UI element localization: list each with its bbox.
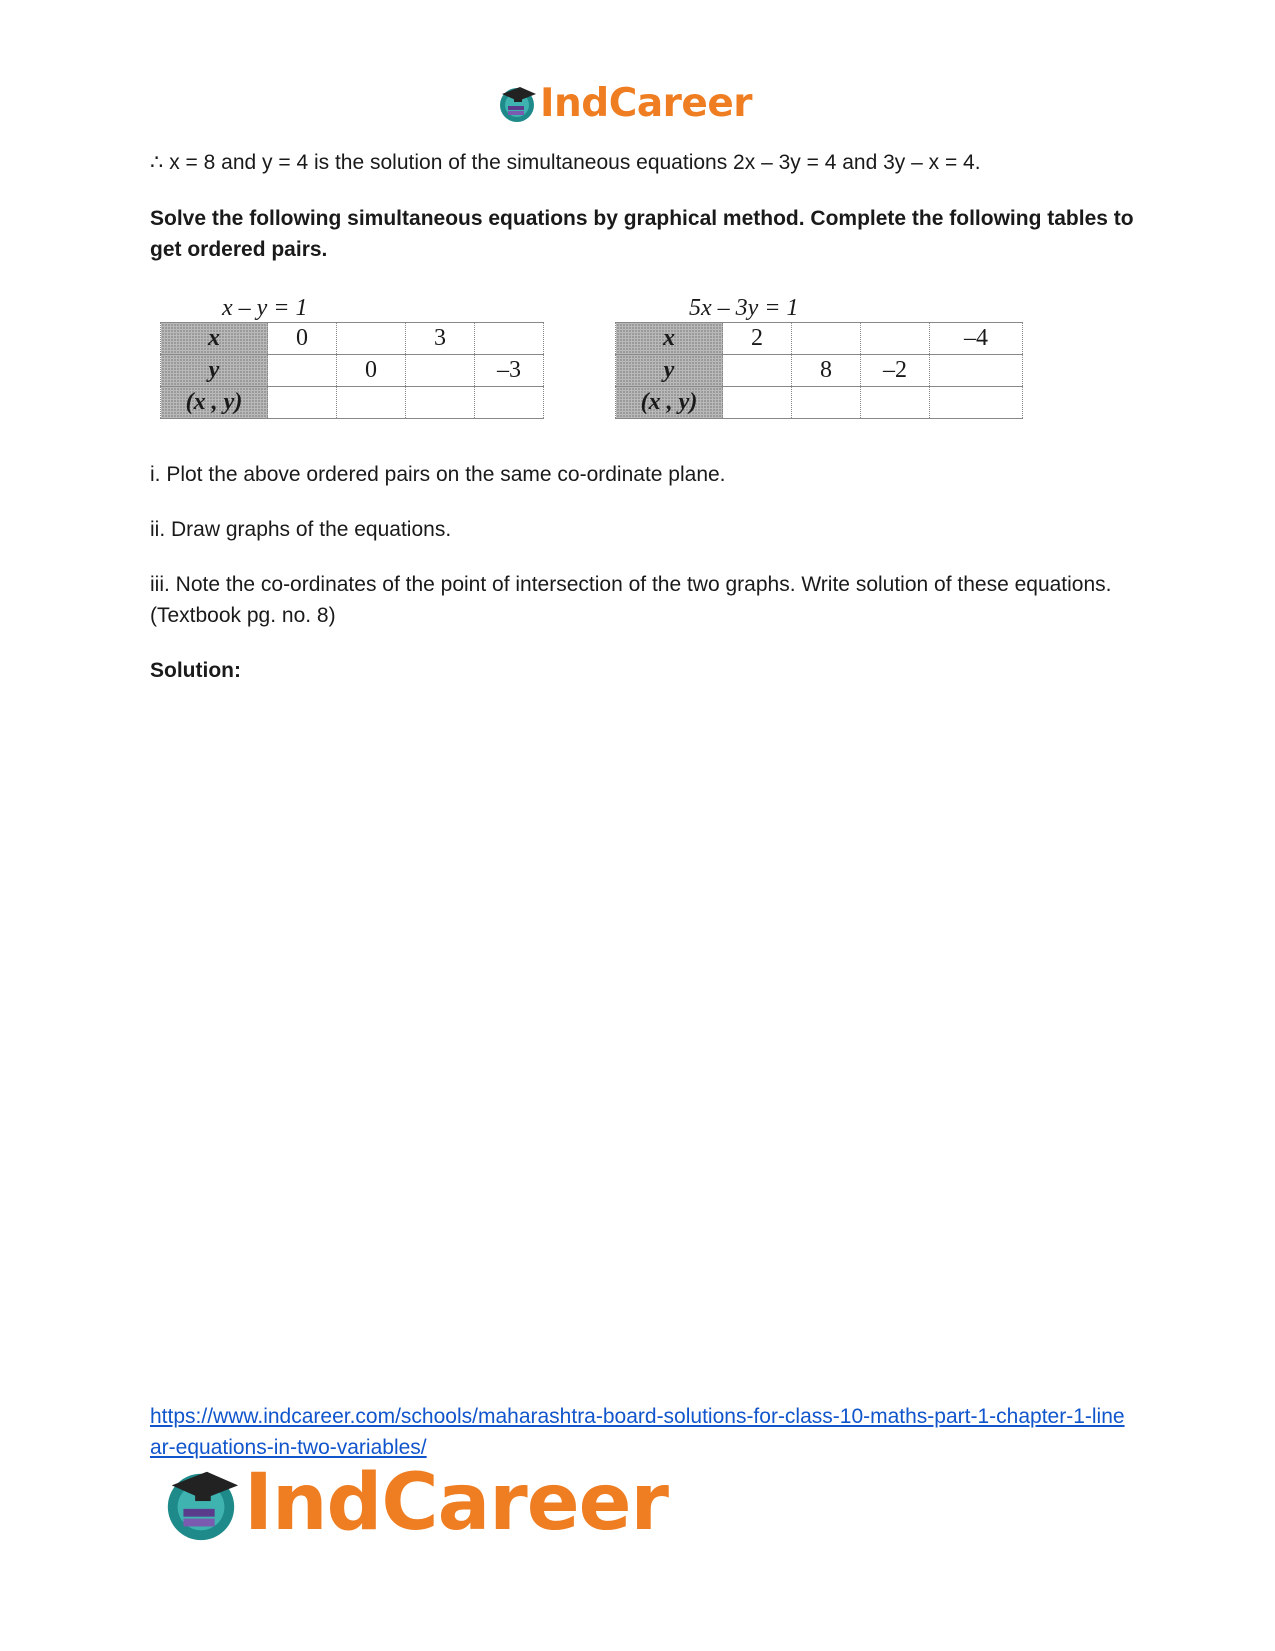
row-header: (x , y) — [161, 387, 268, 419]
equation-title-a: x – y = 1 — [222, 295, 308, 321]
table-cell: 0 — [268, 323, 337, 355]
values-table-a — [160, 322, 544, 419]
row-header: (x , y) — [616, 387, 723, 419]
table-cell — [861, 387, 930, 419]
table-cell — [475, 323, 544, 355]
table-cell — [792, 387, 861, 419]
logo-wordmark: IndCareer — [244, 1458, 668, 1548]
question-item-3: iii. Note the co-ordinates of the point of intersection of the two graphs. Write solution of these equations. (Textbook pg. no. 8) — [150, 573, 1112, 627]
table-cell — [406, 355, 475, 387]
equation-table-a — [160, 294, 544, 419]
table-cell — [792, 323, 861, 355]
table-cell — [337, 387, 406, 419]
row-header: x — [616, 323, 723, 355]
row-header: y — [161, 355, 268, 387]
table-cell — [723, 387, 792, 419]
solution-label: Solution: — [150, 659, 241, 682]
conclusion-text: ∴ x = 8 and y = 4 is the solution of the simultaneous equations 2x – 3y = 4 and 3y – x = 4. — [150, 151, 981, 174]
table-cell — [475, 387, 544, 419]
table-row — [161, 355, 544, 387]
table-cell: 3 — [406, 323, 475, 355]
table-cell — [268, 387, 337, 419]
table-row — [616, 387, 1023, 419]
table-cell: –3 — [475, 355, 544, 387]
table-cell — [930, 355, 1023, 387]
header-logo — [496, 80, 752, 126]
equation-title-b: 5x – 3y = 1 — [689, 295, 799, 321]
table-cell — [406, 387, 475, 419]
table-cell: 2 — [723, 323, 792, 355]
instruction-heading: Solve the following simultaneous equations by graphical method. Complete the following tables to get ordered pairs. — [150, 207, 1134, 261]
row-header: x — [161, 323, 268, 355]
table-cell — [930, 387, 1023, 419]
graduation-cap-globe-icon — [496, 82, 538, 124]
values-table-b — [615, 322, 1023, 419]
equation-table-b — [615, 294, 1023, 419]
footer-logo — [160, 1458, 668, 1548]
table-cell — [723, 355, 792, 387]
table-cell: 8 — [792, 355, 861, 387]
logo-wordmark: IndCareer — [540, 80, 752, 126]
table-row — [161, 387, 544, 419]
table-cell — [337, 323, 406, 355]
table-cell: –2 — [861, 355, 930, 387]
table-cell: –4 — [930, 323, 1023, 355]
question-item-2: ii. Draw graphs of the equations. — [150, 518, 452, 541]
table-row — [616, 323, 1023, 355]
table-row — [161, 323, 544, 355]
table-cell: 0 — [337, 355, 406, 387]
table-row — [616, 355, 1023, 387]
source-link[interactable]: https://www.indcareer.com/schools/maharashtra-board-solutions-for-class-10-maths-part-1-chapter-1-linear-equations-in-two-variables/ — [150, 1405, 1125, 1459]
row-header: y — [616, 355, 723, 387]
graduation-cap-globe-icon — [160, 1462, 242, 1544]
table-cell — [268, 355, 337, 387]
table-cell — [861, 323, 930, 355]
question-item-1: i. Plot the above ordered pairs on the same co-ordinate plane. — [150, 463, 726, 486]
